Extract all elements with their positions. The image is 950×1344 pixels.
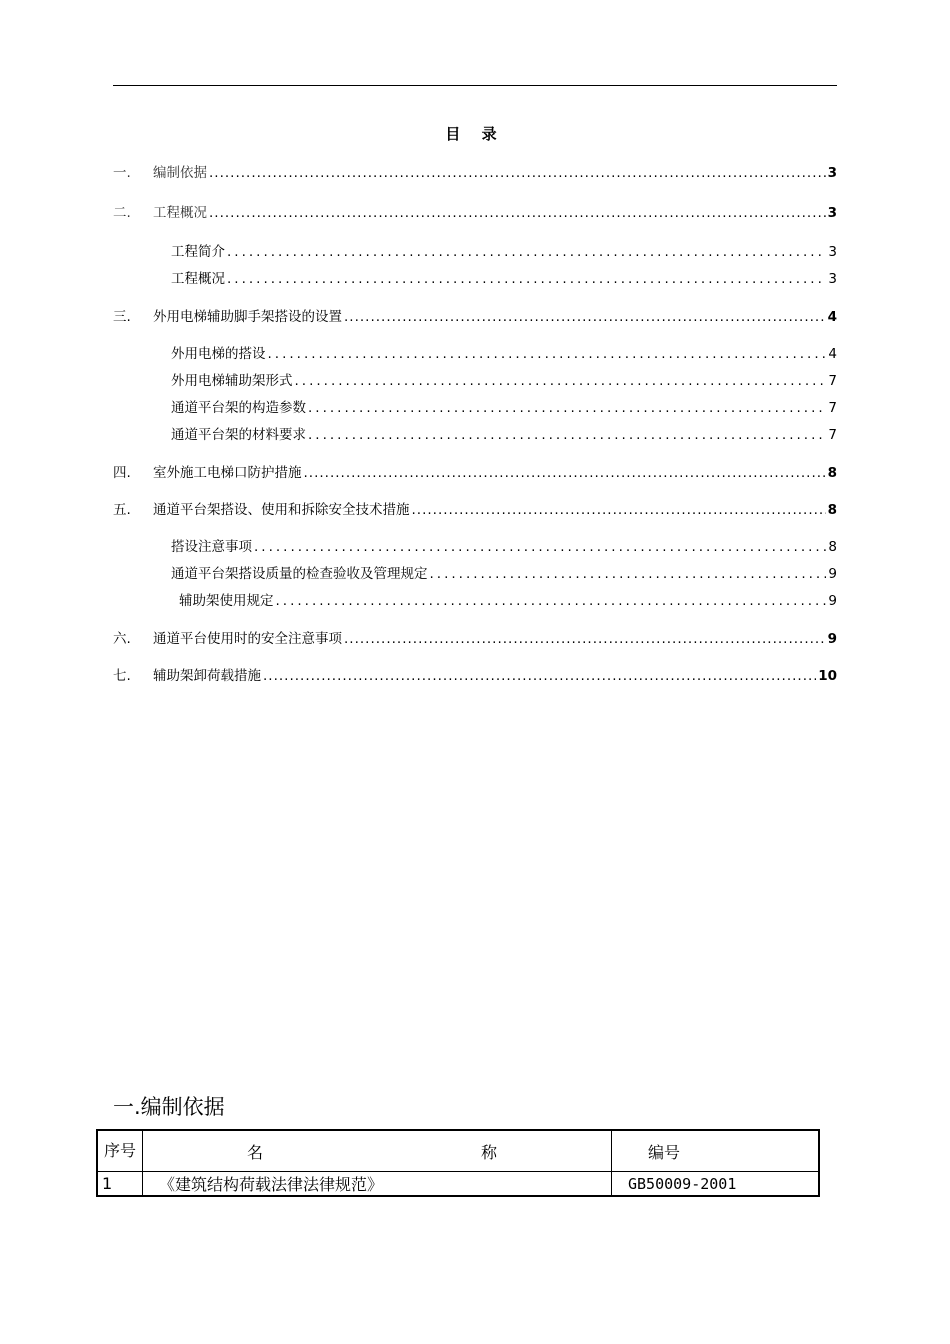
toc-entry[interactable] (113, 305, 837, 325)
toc-entry-page: 9 (827, 631, 837, 647)
toc-entry-label: 通道平台架搭设、使用和拆除安全技术措施 (153, 502, 410, 518)
header-code: 编号 (612, 1130, 820, 1172)
toc-entry-label: 工程简介 (171, 244, 225, 260)
cell-seq: 1 (97, 1172, 143, 1197)
toc-entry[interactable] (171, 396, 837, 416)
toc-leader (308, 400, 826, 416)
toc-entry[interactable] (179, 589, 837, 609)
toc-entry-label: 通道平台使用时的安全注意事项 (153, 631, 342, 647)
toc-entry-label: 工程概况 (171, 271, 225, 287)
toc-entry[interactable] (113, 201, 837, 221)
toc-entry-page: 4 (828, 346, 837, 362)
toc-entry[interactable] (113, 664, 837, 684)
toc-entry-page: 7 (828, 373, 837, 389)
toc-entry[interactable] (171, 342, 837, 362)
toc-entry-label: 通道平台架的材料要求 (171, 427, 306, 443)
toc-entry-label: 外用电梯辅助脚手架搭设的设置 (153, 309, 342, 325)
header-rule (113, 85, 837, 86)
toc-entry[interactable] (113, 498, 837, 518)
toc-entry-label: 外用电梯辅助架形式 (171, 373, 293, 389)
header-seq: 序号 (97, 1130, 143, 1172)
toc-entry[interactable] (171, 240, 837, 260)
toc-entry-page: 3 (828, 271, 837, 287)
toc-entry-page: 3 (827, 165, 837, 181)
toc-leader (430, 566, 827, 582)
toc-leader (344, 631, 826, 647)
toc-entry[interactable] (171, 267, 837, 287)
toc-leader (344, 309, 826, 325)
toc-entry-page: 8 (827, 502, 837, 518)
toc-entry[interactable] (113, 461, 837, 481)
toc-entry-number: 七. (113, 668, 131, 684)
cell-name: 《建筑结构荷载法律法律规范》 (143, 1172, 612, 1197)
toc-entry[interactable] (113, 161, 837, 181)
toc-leader (308, 427, 826, 443)
toc-entry-number: 五. (113, 502, 131, 518)
toc-entry[interactable] (171, 535, 837, 555)
toc-entry-number: 三. (113, 309, 131, 325)
toc-leader (295, 373, 827, 389)
toc-entry-page: 3 (827, 205, 837, 221)
toc-leader (304, 465, 826, 481)
cell-code: GB50009-2001 (612, 1172, 820, 1197)
toc-entry-page: 7 (828, 427, 837, 443)
toc-entry-number: 六. (113, 631, 131, 647)
header-name-left: 名 (247, 1142, 264, 1162)
table-header-row (97, 1130, 819, 1172)
toc-leader (263, 668, 816, 684)
toc-entry-label: 辅助架使用规定 (179, 593, 274, 609)
toc-entry-page: 7 (828, 400, 837, 416)
toc-leader (412, 502, 826, 518)
toc-entry[interactable] (171, 562, 837, 582)
basis-table (96, 1129, 820, 1197)
toc-entry-label: 室外施工电梯口防护措施 (153, 465, 302, 481)
toc-title: 目 录 (445, 125, 505, 143)
toc-entry-label: 外用电梯的搭设 (171, 346, 266, 362)
toc-leader (209, 165, 826, 181)
toc-entry-label: 通道平台架搭设质量的检查验收及管理规定 (171, 566, 428, 582)
toc-leader (227, 244, 826, 260)
toc-entry[interactable] (171, 369, 837, 389)
toc-entry-number: 一. (113, 165, 131, 181)
toc-entry-page: 9 (828, 593, 837, 609)
toc-entry-label: 工程概况 (153, 205, 207, 221)
toc-entry-label: 通道平台架的构造参数 (171, 400, 306, 416)
header-name (143, 1130, 612, 1172)
toc-entry-page: 10 (818, 668, 837, 684)
toc-entry-page: 3 (828, 244, 837, 260)
toc-entry-number: 四. (113, 465, 131, 481)
toc-leader (276, 593, 827, 609)
toc-entry-label: 编制依据 (153, 165, 207, 181)
header-name-right: 称 (480, 1142, 497, 1162)
toc-entry-number: 二. (113, 205, 131, 221)
toc-entry-page: 4 (827, 309, 837, 325)
toc-leader (209, 205, 826, 221)
toc-entry[interactable] (171, 423, 837, 443)
toc-leader (254, 539, 826, 555)
toc-entry[interactable] (113, 627, 837, 647)
section-heading: 一.编制依据 (113, 1095, 225, 1119)
toc-entry-label: 辅助架卸荷载措施 (153, 668, 261, 684)
toc-entry-page: 8 (828, 539, 837, 555)
toc-entry-page: 8 (827, 465, 837, 481)
toc-entry-page: 9 (828, 566, 837, 582)
toc-leader (227, 271, 826, 287)
toc-entry-label: 搭设注意事项 (171, 539, 252, 555)
toc-leader (268, 346, 827, 362)
table-row (97, 1172, 819, 1197)
